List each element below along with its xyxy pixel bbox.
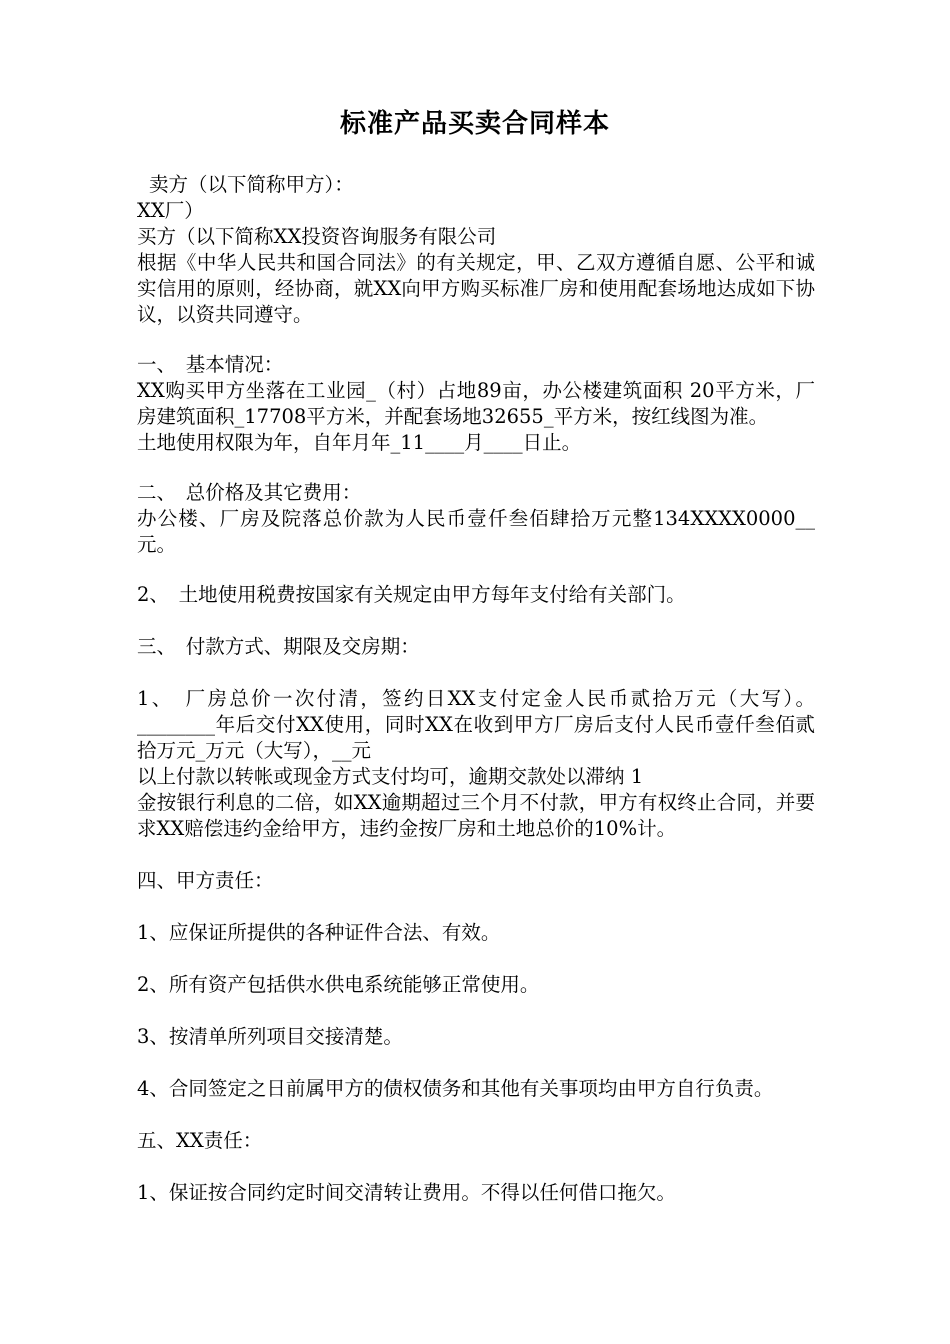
section-2-paragraph-2: 2、 土地使用税费按国家有关规定由甲方每年支付给有关部门。 [137, 583, 686, 606]
document-title: 标准产品买卖合同样本 [339, 109, 610, 139]
section-5-heading: 五、XX责任： [137, 1129, 263, 1152]
preamble-paragraph: 根据《中华人民共和国合同法》的有关规定，甲、乙双方遵循自愿、公平和诚实信用的原则，经协商，就XX向甲方购买标准厂房和使用配套场地达成如下协议，以资共同遵守。 [137, 251, 815, 326]
section-1-paragraph-2: 土地使用权限为年，自年月年_11____月____日止。 [137, 431, 582, 454]
section-4-item-1: 1、应保证所提供的各种证件合法、有效。 [137, 921, 501, 944]
section-4-item-3: 3、按清单所列项目交接清楚。 [137, 1025, 403, 1048]
seller-name-line: XX厂） [137, 199, 204, 222]
section-4-item-2: 2、所有资产包括供水供电系统能够正常使用。 [137, 973, 540, 996]
section-3-heading: 三、 付款方式、期限及交房期： [137, 635, 420, 658]
document-body [137, 172, 815, 1206]
section-3-paragraph-2: 以上付款以转帐或现金方式支付均可，逾期交款处以滞纳 1 [137, 765, 644, 788]
section-4-item-4: 4、合同签定之日前属甲方的债权债务和其他有关事项均由甲方自行负责。 [137, 1077, 774, 1100]
buyer-line: 买方（以下简称XX投资咨询服务有限公司 [137, 225, 497, 248]
section-2-paragraph-1: 办公楼、厂房及院落总价款为人民币壹仟叁佰肆拾万元整134XXXX0000__元。 [137, 507, 815, 556]
section-4-heading: 四、甲方责任： [137, 869, 274, 892]
section-1-heading: 一、 基本情况： [137, 353, 284, 376]
section-5-item-1: 1、保证按合同约定时间交清转让费用。不得以任何借口拖欠。 [137, 1181, 676, 1204]
section-1-paragraph-1: XX购买甲方坐落在工业园_（村）占地89亩，办公楼建筑面积 20平方米，厂房建筑面积_17708平方米，并配套场地32655_平方米，按红线图为准。 [137, 379, 815, 428]
section-2-heading: 二、 总价格及其它费用： [137, 481, 362, 504]
section-3-paragraph-3: 金按银行利息的二倍，如XX逾期超过三个月不付款，甲方有权终止合同，并要求XX赔偿违约金给甲方，违约金按厂房和土地总价的10%计。 [137, 791, 815, 840]
section-3-paragraph-1: 1、 厂房总价一次付清，签约日XX支付定金人民币贰拾万元（大写）。________年后交付XX使用，同时XX在收到甲方厂房后支付人民币壹仟叁佰贰拾万元_万元（大写），__元 [137, 687, 815, 762]
seller-line: 卖方（以下简称甲方）： [149, 173, 354, 196]
